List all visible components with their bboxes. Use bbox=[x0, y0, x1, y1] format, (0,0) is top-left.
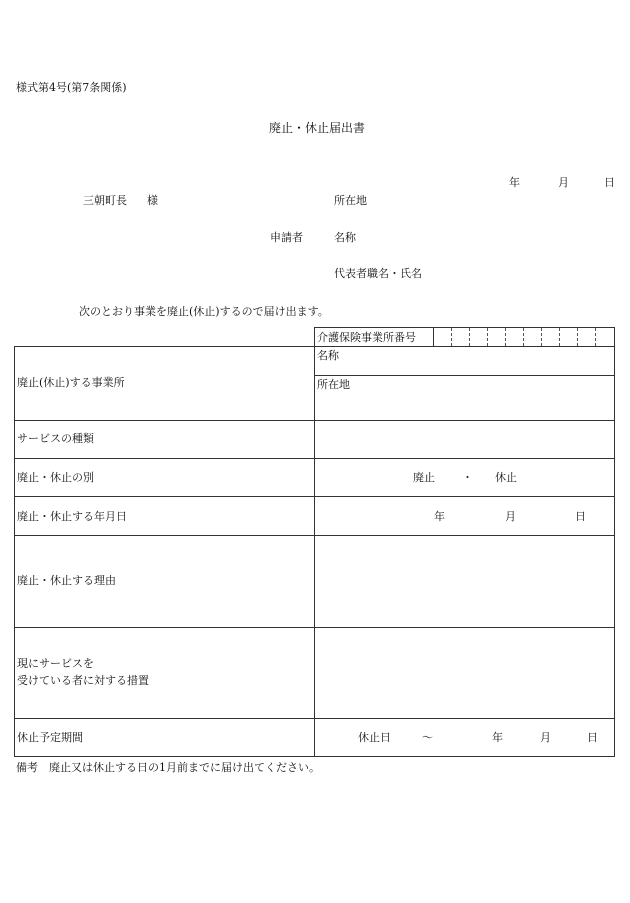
distinction-option-suspend: 休止 bbox=[495, 471, 517, 484]
distinction-option-abolish: 廃止 bbox=[413, 471, 435, 484]
addressee-name: 三朝町長 bbox=[83, 194, 127, 207]
distinction-label: 廃止・休止の別 bbox=[17, 471, 94, 484]
applicant-name-label: 名称 bbox=[334, 231, 356, 244]
date-day-label: 日 bbox=[604, 176, 615, 189]
date-row-label: 廃止・休止する年月日 bbox=[17, 510, 127, 523]
period-month: 月 bbox=[540, 731, 551, 744]
applicant-label: 申請者 bbox=[270, 231, 303, 244]
period-tilde: 〜 bbox=[422, 731, 433, 744]
reason-label: 廃止・休止する理由 bbox=[17, 574, 116, 587]
office-name-label: 名称 bbox=[317, 349, 339, 362]
applicant-representative-label: 代表者職名・氏名 bbox=[334, 267, 422, 280]
date-year-label: 年 bbox=[509, 176, 520, 189]
date-row-year: 年 bbox=[434, 510, 445, 523]
measures-label-line2: 受けている者に対する措置 bbox=[17, 674, 149, 687]
service-type-label: サービスの種類 bbox=[17, 432, 94, 445]
office-address-label: 所在地 bbox=[317, 378, 350, 391]
date-row-month: 月 bbox=[505, 510, 516, 523]
applicant-address-label: 所在地 bbox=[334, 194, 367, 207]
note-text: 備考 廃止又は休止する日の1月前までに届け出てください。 bbox=[16, 761, 320, 774]
addressee-honorific: 様 bbox=[147, 194, 158, 207]
measures-label-line1: 現にサービスを bbox=[17, 657, 94, 670]
document-title: 廃止・休止届出書 bbox=[269, 121, 366, 135]
distinction-separator: ・ bbox=[462, 471, 473, 484]
form-reference: 様式第4号(第7条関係) bbox=[16, 81, 127, 94]
period-year: 年 bbox=[492, 731, 503, 744]
intro-text: 次のとおり事業を廃止(休止)するので届け出ます。 bbox=[79, 305, 329, 318]
date-row-day: 日 bbox=[575, 510, 586, 523]
period-start-label: 休止日 bbox=[358, 731, 391, 744]
date-month-label: 月 bbox=[558, 176, 569, 189]
period-label: 休止予定期間 bbox=[17, 731, 83, 744]
office-row-label: 廃止(休止)する事業所 bbox=[17, 376, 125, 389]
period-day: 日 bbox=[587, 731, 598, 744]
office-number-label: 介護保険事業所番号 bbox=[317, 331, 416, 344]
